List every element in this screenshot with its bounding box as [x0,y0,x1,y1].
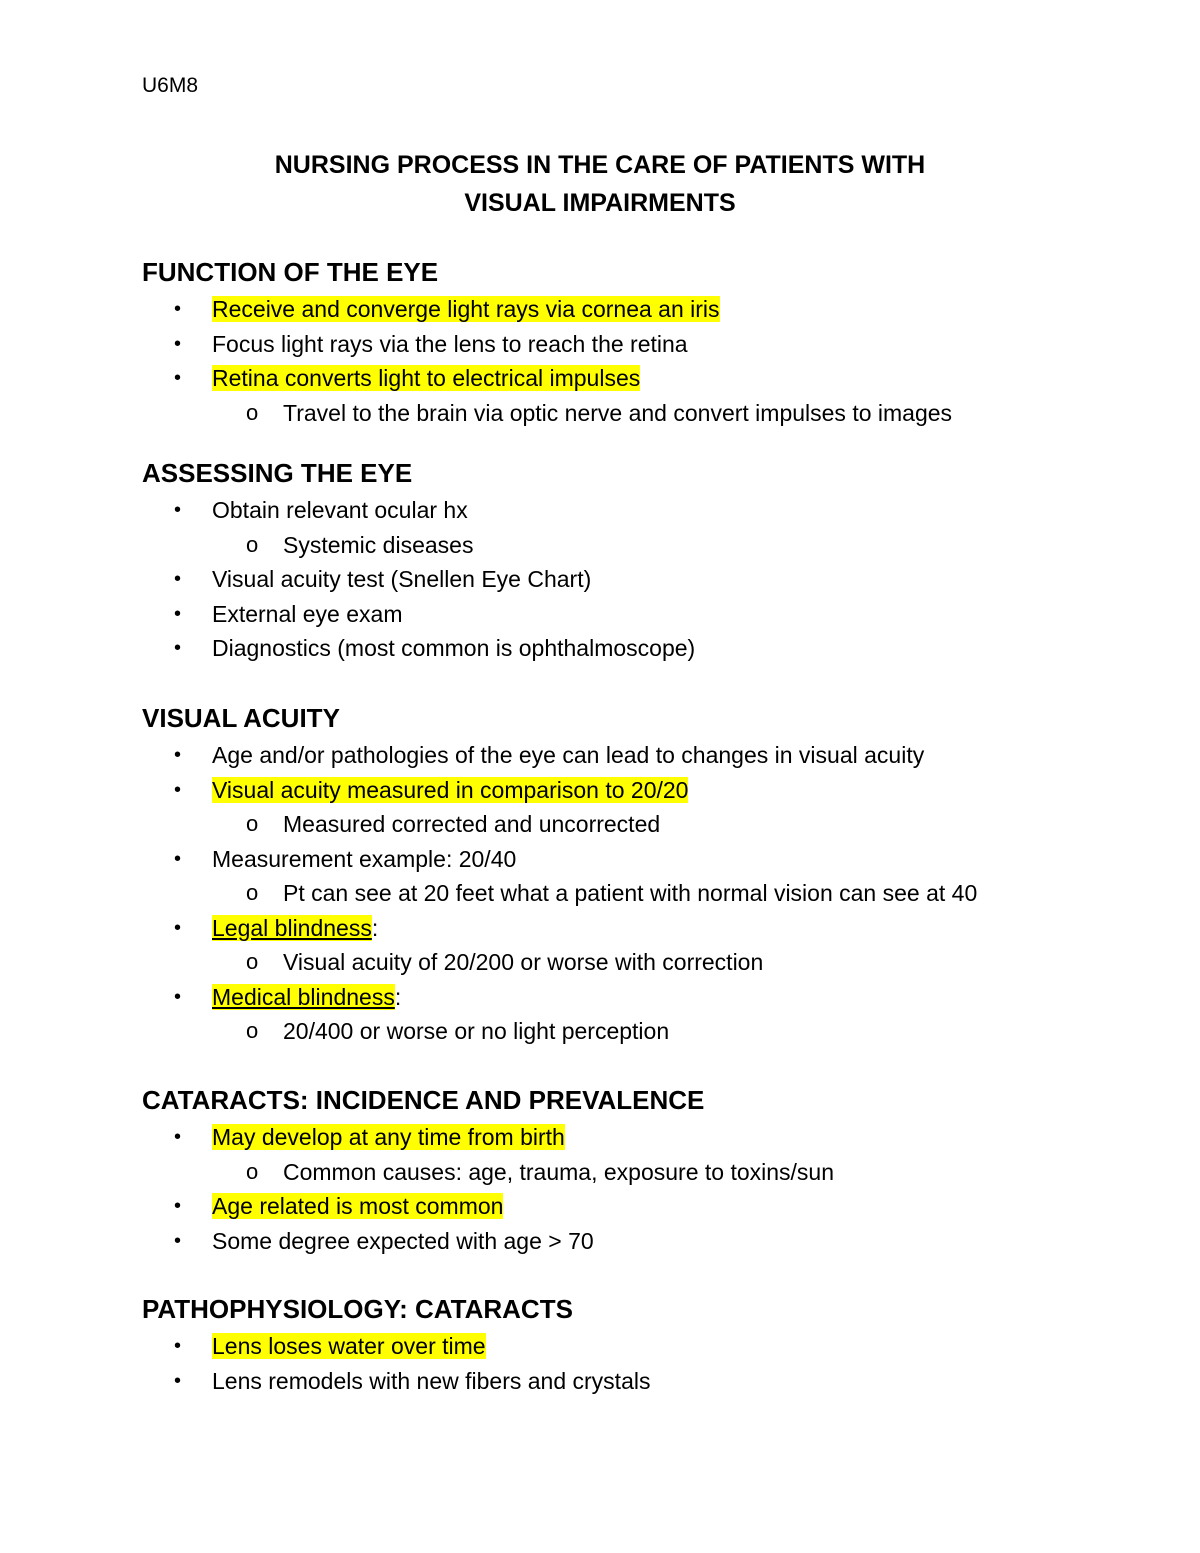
bullet-icon: • [174,1126,182,1148]
list-item [142,361,1142,396]
bullet-icon: • [174,1335,182,1357]
sub-bullet-icon: o [246,1158,259,1184]
sub-list-item [142,528,1142,563]
section-heading: VISUAL ACUITY [142,703,340,733]
item-text: Focus light rays via the lens to reach the retina [212,330,688,357]
item-text: Pt can see at 20 feet what a patient with normal vision can see at 40 [283,880,978,906]
list-item [142,842,1142,877]
list-item [142,1120,1142,1155]
bullet-list [142,738,1142,1049]
item-text: Diagnostics (most common is ophthalmoscope) [212,635,696,661]
sub-bullet-icon: o [246,949,259,974]
list-item [142,773,1142,808]
list-item [142,738,1142,773]
page-title-line-2: VISUAL IMPAIRMENTS [464,189,736,217]
sub-list-item [142,876,1142,911]
list-item [142,1364,1142,1399]
item-text: Lens remodels with new fibers and crystals [212,1367,651,1394]
item-colon: : [371,914,379,941]
item-text: Travel to the brain via optic nerve and convert impulses to images [283,399,953,426]
sub-list-item [142,1014,1142,1049]
item-text: Measured corrected and uncorrected [283,811,661,837]
bullet-icon: • [174,602,182,625]
section-pathophysiology-cataracts [142,1291,1142,1398]
section-function-of-the-eye [142,254,1142,430]
bullet-icon: • [174,916,182,939]
highlighted-text: May develop at any time from birth [212,1124,565,1150]
section-assessing-the-eye [142,455,1142,666]
list-item [142,327,1142,362]
list-item [142,1189,1142,1224]
bullet-list [142,493,1142,666]
list-item [142,911,1142,946]
section-cataracts-incidence [142,1082,1142,1258]
bullet-icon: • [174,637,182,659]
bullet-icon: • [174,367,182,389]
item-text: Measurement example: 20/40 [212,845,517,872]
sub-bullet-icon: o [246,399,259,425]
item-text: Some degree expected with age > 70 [212,1227,594,1254]
section-heading: FUNCTION OF THE EYE [142,257,439,287]
bullet-icon: • [174,1195,182,1217]
document-header-tag: U6M8 [142,74,199,97]
highlighted-text: Receive and converge light rays via cornea an iris [212,296,720,322]
sub-list-item [142,396,1142,431]
item-text: Common causes: age, trauma, exposure to toxins/sun [283,1158,835,1185]
sub-bullet-icon: o [246,531,259,557]
bullet-icon: • [174,568,182,590]
bullet-icon: • [174,499,182,521]
item-text: Obtain relevant ocular hx [212,497,468,523]
bullet-list [142,1120,1142,1258]
bullet-icon: • [174,332,182,355]
sub-bullet-icon: o [246,1018,259,1043]
highlighted-text: Retina converts light to electrical impulses [212,365,641,391]
list-item [142,493,1142,528]
bullet-icon: • [174,1369,182,1392]
list-item [142,1329,1142,1364]
bullet-list [142,1329,1142,1398]
bullet-list [142,292,1142,430]
list-item [142,597,1142,632]
bullet-icon: • [174,847,182,870]
item-colon: : [394,983,402,1010]
highlighted-term: Medical blindness [212,983,395,1010]
bullet-icon: • [174,744,182,766]
sub-list-item [142,807,1142,842]
list-item [142,1224,1142,1259]
item-text: External eye exam [212,600,403,627]
bullet-icon: • [174,1229,182,1252]
list-item [142,562,1142,597]
sub-list-item [142,1155,1142,1190]
highlighted-text: Visual acuity measured in comparison to 20/20 [212,776,689,803]
page-title [0,146,1200,222]
item-text: Systemic diseases [283,531,474,558]
section-heading: ASSESSING THE EYE [142,458,413,488]
section-heading: CATARACTS: INCIDENCE AND PREVALENCE [142,1085,705,1115]
sub-list-item [142,945,1142,980]
item-text: Visual acuity of 20/200 or worse with correction [283,949,764,975]
highlighted-term: Legal blindness [212,914,372,941]
sub-bullet-icon: o [246,880,259,905]
page-title-line-1: NURSING PROCESS IN THE CARE OF PATIENTS WITH [274,151,926,179]
bullet-icon: • [174,778,182,801]
highlighted-text: Lens loses water over time [212,1333,486,1359]
section-heading: PATHOPHYSIOLOGY: CATARACTS [142,1294,573,1324]
item-text: Visual acuity test (Snellen Eye Chart) [212,566,592,592]
bullet-icon: • [174,298,182,320]
sub-bullet-icon: o [246,811,259,836]
list-item [142,292,1142,327]
list-item [142,980,1142,1015]
item-text: Age and/or pathologies of the eye can lead to changes in visual acuity [212,742,925,768]
list-item [142,631,1142,666]
item-text: 20/400 or worse or no light perception [283,1018,670,1044]
bullet-icon: • [174,985,182,1008]
highlighted-text: Age related is most common [212,1193,504,1219]
section-visual-acuity [142,700,1142,1049]
